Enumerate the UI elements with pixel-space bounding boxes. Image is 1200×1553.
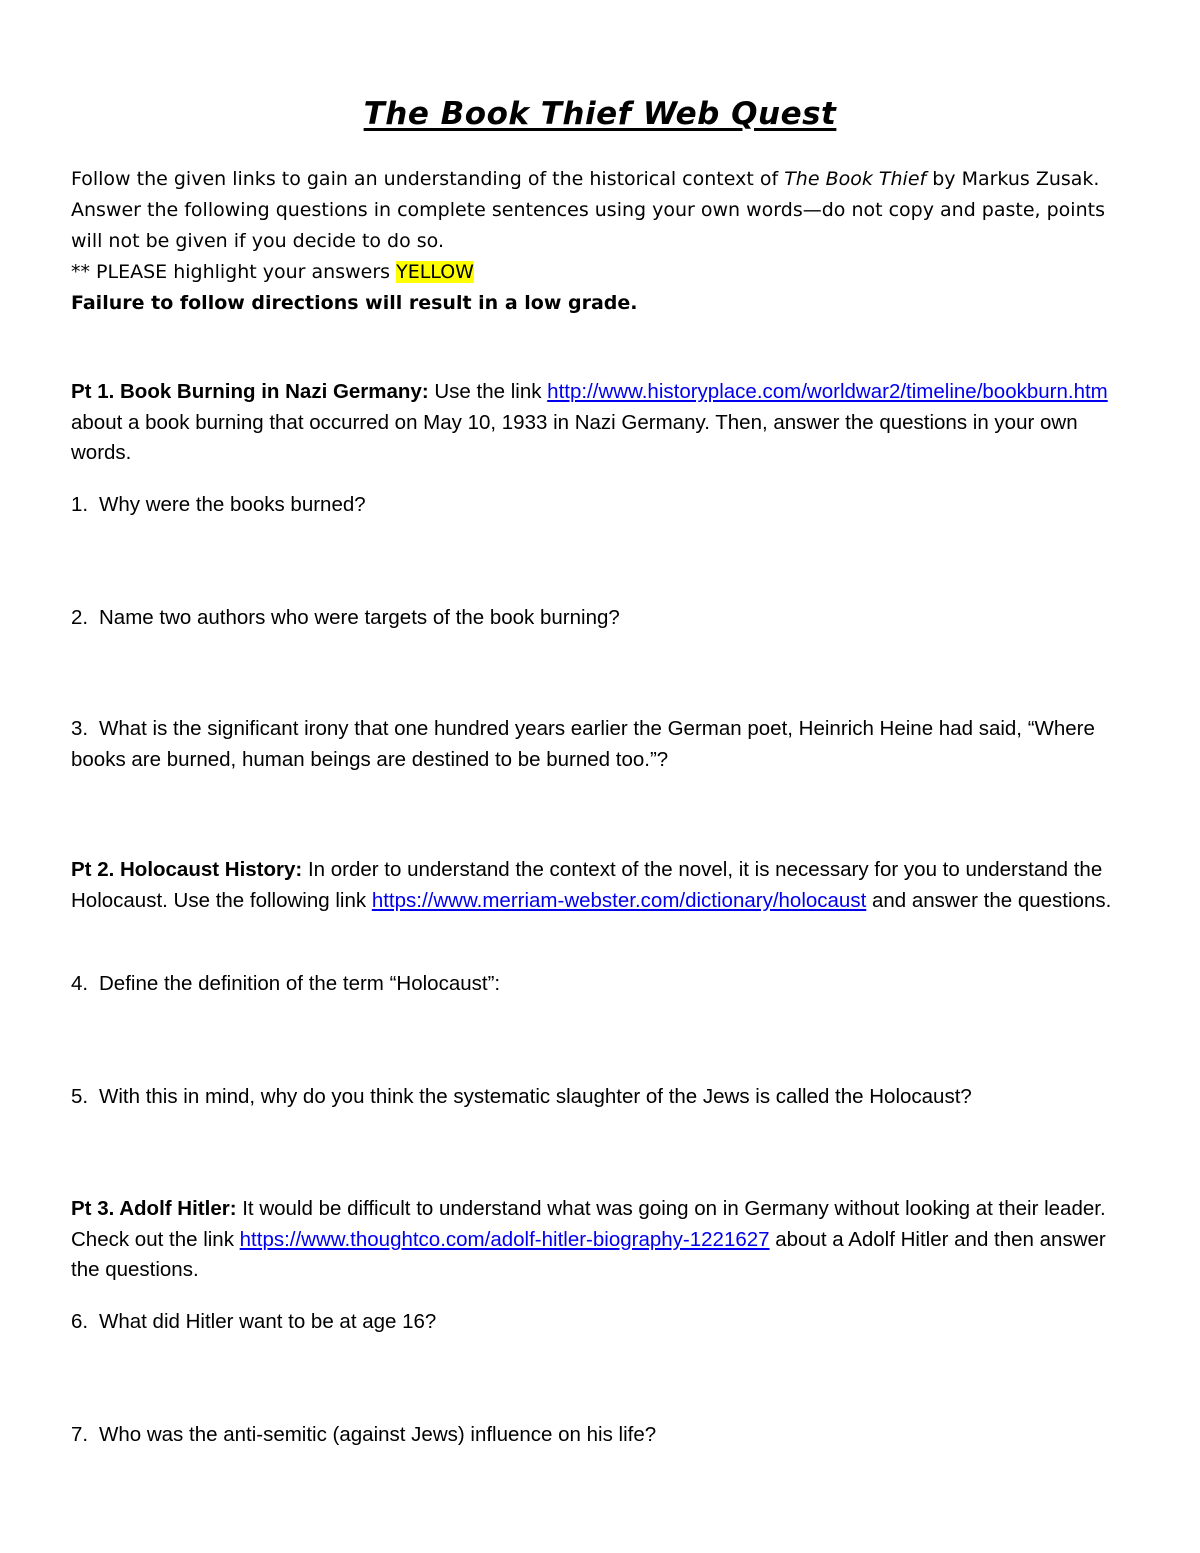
question-5: 5. With this in mind, why do you think the systematic slaughter of the Jews is called the Holocaust? — [71, 1085, 972, 1108]
question-3: 3. What is the significant irony that one hundred years earlier the German poet, Heinrich Heine had said, “Where books are burned, human beings are destined to be burned too.”? — [71, 717, 1095, 771]
merriam-webster-link[interactable]: https://www.merriam-webster.com/dictionary/holocaust — [371, 888, 867, 912]
question-4: 4. Define the definition of the term “Holocaust”: — [71, 972, 501, 995]
question-1: 1. Why were the books burned? — [71, 493, 366, 516]
question-7: 7. Who was the anti-semitic (against Jews) influence on his life? — [71, 1423, 657, 1446]
instructions — [71, 164, 1131, 319]
part-3-heading: Pt 3. Adolf Hitler: — [71, 1197, 237, 1220]
instruction-line-3: ** PLEASE highlight your answers YELLOW — [71, 261, 474, 283]
part-1-section: Pt 1. Book Burning in Nazi Germany: Use the link http://www.historyplace.com/worldwar2/timeline/bookburn.htm about a book burning that occurred on May 10, 1933 in Nazi Germany. Then, answer the questions in your own words. — [71, 380, 1108, 464]
part-2-heading: Pt 2. Holocaust History: — [71, 858, 303, 881]
question-2: 2. Name two authors who were targets of the book burning? — [71, 606, 620, 629]
instruction-line-2: Answer the following questions in complete sentences using your own words—do not copy and paste, points will not be given if you decide to do so. — [71, 199, 1105, 252]
part-2-section: Pt 2. Holocaust History: In order to understand the context of the novel, it is necessary for you to understand the Holocaust. Use the following link https://www.merriam-webster.com/dictionary/holocaust and answer the questions. — [71, 858, 1112, 912]
yellow-highlight: YELLOW — [396, 261, 474, 283]
thoughtco-link[interactable]: https://www.thoughtco.com/adolf-hitler-biography-1221627 — [239, 1227, 770, 1251]
part-1-heading: Pt 1. Book Burning in Nazi Germany: — [71, 380, 429, 403]
question-6: 6. What did Hitler want to be at age 16? — [71, 1310, 437, 1333]
part-3-section: Pt 3. Adolf Hitler: It would be difficult to understand what was going on in Germany without looking at their leader. Check out the link https://www.thoughtco.com/adolf-hitler-biography-1221627 about a Adolf Hitler and then answer the questions. — [71, 1197, 1106, 1281]
historyplace-link[interactable]: http://www.historyplace.com/worldwar2/timeline/bookburn.htm — [547, 380, 1108, 403]
instruction-line-1: Follow the given links to gain an understanding of the historical context of The Book Thief by Markus Zusak. — [71, 168, 1100, 190]
page-title: The Book Thief Web Quest — [363, 96, 837, 132]
book-title-italic: The Book Thief — [784, 168, 927, 190]
instruction-warning: Failure to follow directions will result in a low grade. — [71, 292, 638, 314]
